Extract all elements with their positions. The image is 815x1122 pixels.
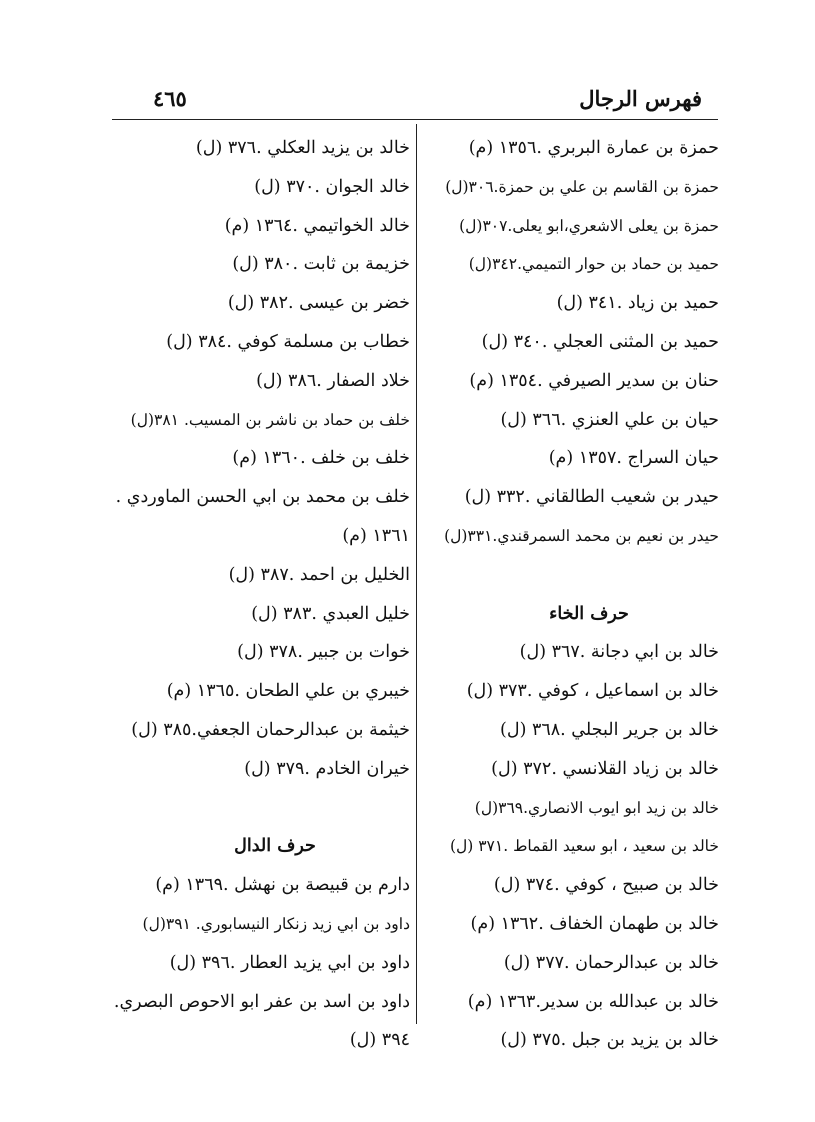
page-number: ٤٦٥ bbox=[153, 86, 187, 111]
index-entry: خالد الجوان .٣٧٠ (ل) bbox=[254, 176, 410, 197]
index-entry: خالد بن يزيد بن جبل .٣٧٥ (ل) bbox=[500, 1030, 719, 1051]
index-entry bbox=[100, 789, 410, 828]
index-entry: خوات بن جبير .٣٧٨ (ل) bbox=[237, 642, 410, 663]
index-entry: خالد بن زياد القلانسي .٣٧٢ (ل) bbox=[491, 758, 719, 779]
index-entry: داود بن ابي زيد زنكار النيسابوري. ٣٩١(ل) bbox=[142, 914, 410, 933]
column-divider bbox=[416, 124, 417, 1024]
index-entry: حيدر بن نعيم بن محمد السمرقندي.٣٣١(ل) bbox=[444, 526, 719, 545]
section-heading: حرف الدال bbox=[234, 836, 316, 857]
index-entry: خالد بن صبيح ، كوفي .٣٧٤ (ل) bbox=[493, 875, 719, 896]
index-entry: الخليل بن احمد .٣٨٧ (ل) bbox=[228, 564, 410, 585]
index-entry: خلف بن خلف .١٣٦٠ (م) bbox=[232, 448, 410, 469]
index-entry: حنان بن سدير الصيرفي .١٣٥٤ (م) bbox=[469, 370, 719, 391]
index-entry bbox=[419, 556, 719, 595]
index-entry: خالد الخواتيمي .١٣٦٤ (م) bbox=[224, 215, 410, 236]
header-rule bbox=[112, 119, 718, 120]
index-entry: حمزة بن القاسم بن علي بن حمزة.٣٠٦(ل) bbox=[445, 177, 719, 196]
right-column bbox=[419, 129, 719, 1060]
index-entry: خيثمة بن عبدالرحمان الجعفي.٣٨٥ (ل) bbox=[131, 719, 410, 740]
index-entry: خالد بن يزيد العكلي .٣٧٦ (ل) bbox=[195, 138, 410, 158]
index-entry: خلف بن محمد بن ابي الحسن الماوردي . bbox=[115, 487, 410, 508]
index-entry: ٣٩٤ (ل) bbox=[349, 1030, 410, 1051]
index-entry: خلاد الصفار .٣٨٦ (ل) bbox=[256, 370, 410, 391]
index-entry: خالد بن اسماعيل ، كوفي .٣٧٣ (ل) bbox=[466, 681, 719, 702]
index-entry: خيران الخادم .٣٧٩ (ل) bbox=[244, 758, 410, 779]
index-entry: داود بن ابي يزيد العطار .٣٩٦ (ل) bbox=[169, 952, 410, 973]
index-entry: خالد بن سعيد ، ابو سعيد القماط .٣٧١ (ل) bbox=[449, 837, 719, 856]
index-entry: خيبري بن علي الطحان .١٣٦٥ (م) bbox=[166, 681, 410, 702]
index-entry: حيدر بن شعيب الطالقاني .٣٣٢ (ل) bbox=[464, 487, 719, 508]
index-entry: خليل العبدي .٣٨٣ (ل) bbox=[251, 603, 410, 624]
page-header-title: فهرس الرجال bbox=[579, 86, 702, 111]
index-entry: حميد بن حماد بن حوار التميمي.٣٤٢(ل) bbox=[468, 255, 719, 274]
index-entry: حيان بن علي العنزي .٣٦٦ (ل) bbox=[500, 409, 719, 430]
index-entry: خزيمة بن ثابت .٣٨٠ (ل) bbox=[232, 254, 410, 275]
index-entry: حميد بن زياد .٣٤١ (ل) bbox=[556, 293, 719, 314]
section-heading: حرف الخاء bbox=[549, 603, 629, 624]
left-column bbox=[100, 129, 410, 1060]
index-entry: حمزة بن يعلى الاشعري،ابو يعلى.٣٠٧(ل) bbox=[459, 216, 719, 235]
index-entry: خالد بن عبدالرحمان .٣٧٧ (ل) bbox=[503, 952, 719, 973]
index-entry: داود بن اسد بن عفر ابو الاحوص البصري. bbox=[113, 991, 410, 1012]
index-entry: خالد بن طهمان الخفاف .١٣٦٢ (م) bbox=[470, 913, 719, 934]
index-entry: خضر بن عيسى .٣٨٢ (ل) bbox=[227, 293, 410, 314]
index-entry: حمزة بن عمارة البربري .١٣٥٦ (م) bbox=[468, 138, 719, 158]
index-entry: دارم بن قبيصة بن نهشل .١٣٦٩ (م) bbox=[155, 875, 410, 896]
index-entry: حيان السراج .١٣٥٧ (م) bbox=[548, 448, 719, 469]
index-entry: خالد بن جرير البجلي .٣٦٨ (ل) bbox=[500, 719, 719, 740]
index-entry: خالد بن زيد ابو ايوب الانصاري.٣٦٩(ل) bbox=[474, 798, 719, 817]
index-entry: خالد بن عبدالله بن سدير.١٣٦٣ (م) bbox=[467, 991, 719, 1012]
index-entry: خطاب بن مسلمة كوفي .٣٨٤ (ل) bbox=[166, 331, 410, 352]
index-entry: حميد بن المثنى العجلي .٣٤٠ (ل) bbox=[481, 331, 719, 352]
index-entry: خالد بن ابي دجانة .٣٦٧ (ل) bbox=[519, 642, 719, 663]
index-entry: خلف بن حماد بن ناشر بن المسيب. ٣٨١(ل) bbox=[130, 410, 410, 429]
index-entry: ١٣٦١ (م) bbox=[342, 525, 410, 546]
